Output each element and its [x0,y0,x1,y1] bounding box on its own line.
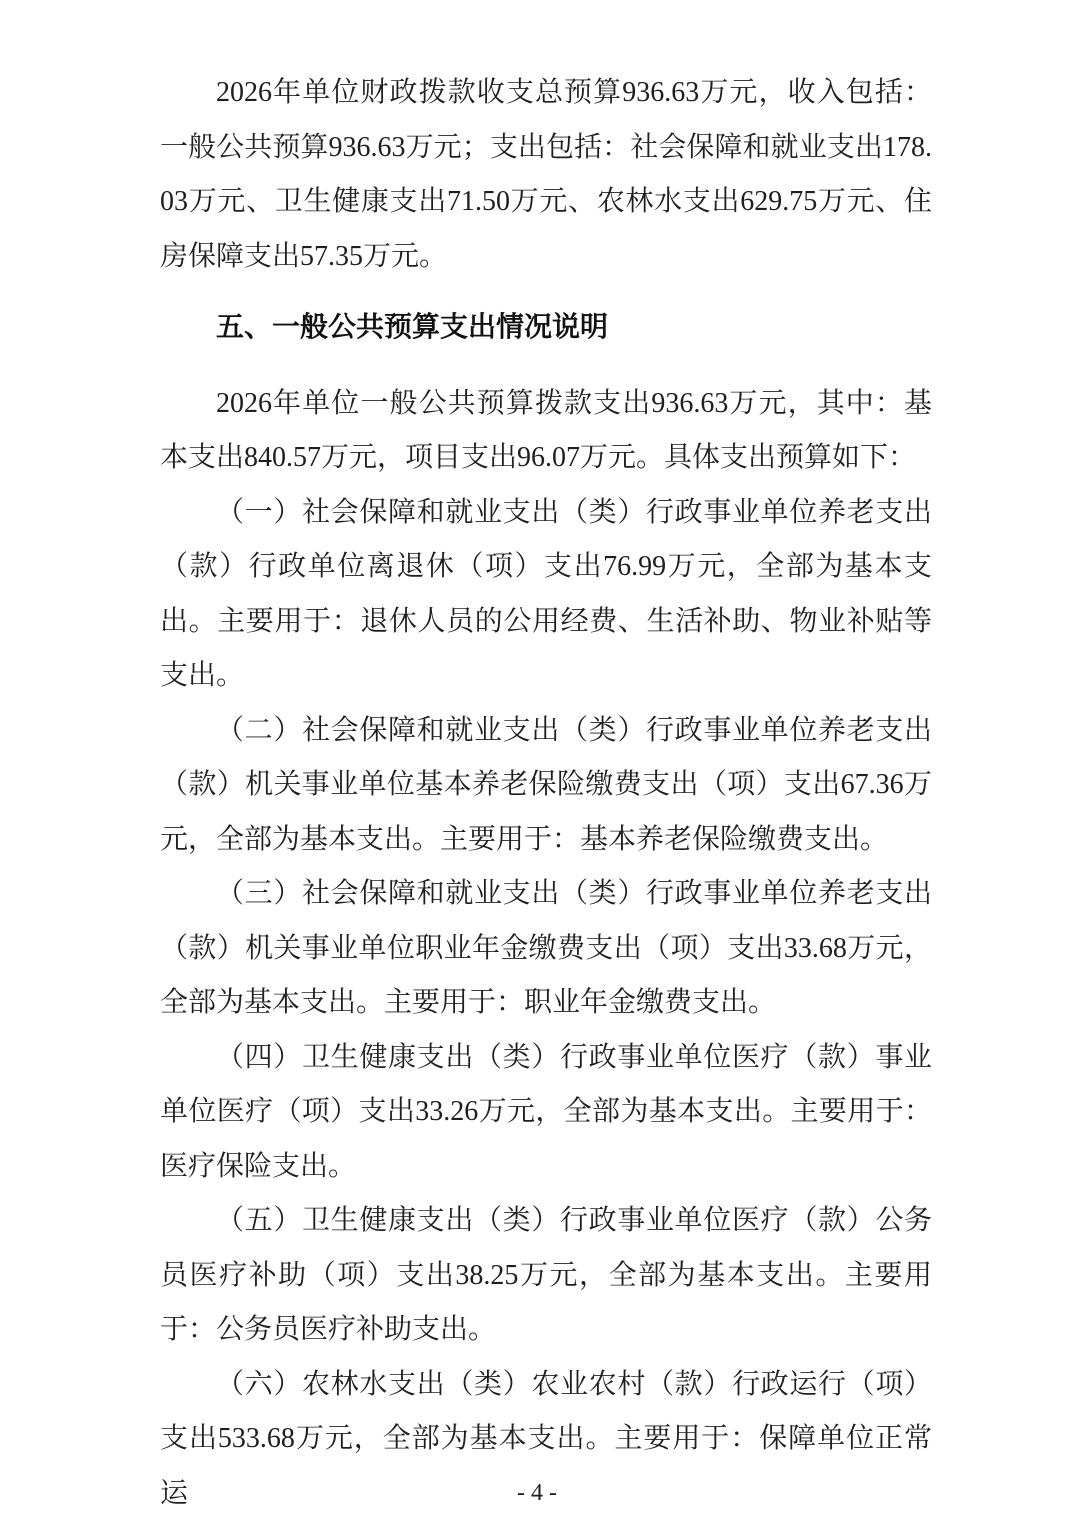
body-paragraph: 2026年单位财政拨款收支总预算936.63万元，收入包括：一般公共预算936.63万元；支出包括：社会保障和就业支出178.03万元、卫生健康支出71.50万元、农林水支出629.75万元、住房保障支出57.35万元。 [160,77,932,272]
body-paragraph: 2026年单位一般公共预算拨款支出936.63万元，其中：基本支出840.57万元，项目支出96.07万元。具体支出预算如下： [160,387,932,473]
body-paragraph: （六）农林水支出（类）农业农村（款）行政运行（项）支出533.68万元，全部为基本支出。主要用于：保障单位正常运 [160,1368,932,1509]
body-paragraph: （三）社会保障和就业支出（类）行政事业单位养老支出（款）机关事业单位职业年金缴费支出（项）支出33.68万元，全部为基本支出。主要用于：职业年金缴费支出。 [160,878,932,1018]
body-paragraph: （四）卫生健康支出（类）行政事业单位医疗（款）事业单位医疗（项）支出33.26万元，全部为基本支出。主要用于：医疗保险支出。 [160,1041,932,1182]
body-paragraph: （二）社会保障和就业支出（类）行政事业单位养老支出（款）机关事业单位基本养老保险缴费支出（项）支出67.36万元，全部为基本支出。主要用于：基本养老保险缴费支出。 [160,714,932,855]
document-body [160,66,932,1520]
body-paragraph: （一）社会保障和就业支出（类）行政事业单位养老支出（款）行政单位离退休（项）支出76.99万元，全部为基本支出。主要用于：退休人员的公用经费、生活补助、物业补贴等支出。 [160,496,932,691]
page-number: - 4 - [517,1480,557,1506]
section-heading: 五、一般公共预算支出情况说明 [216,311,609,342]
body-paragraph: （五）卫生健康支出（类）行政事业单位医疗（款）公务员医疗补助（项）支出38.25万元，全部为基本支出。主要用于：公务员医疗补助支出。 [160,1205,932,1345]
